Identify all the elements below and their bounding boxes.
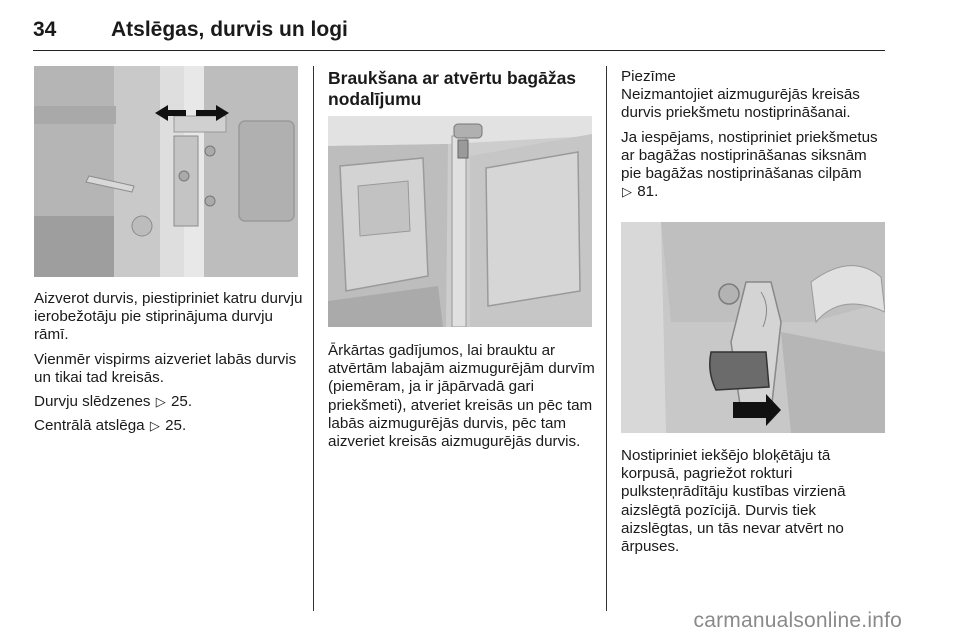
reference-arrow-icon: ▷: [155, 394, 166, 410]
paragraph: [34, 417, 304, 435]
paragraph: Vienmēr vispirms aizveriet labās durvis un tikai tad kreisās.: [34, 350, 297, 386]
reference-arrow-icon: ▷: [149, 418, 160, 434]
column-divider: [606, 66, 607, 611]
page-number: 34: [33, 18, 57, 41]
paragraph: Nostipriniet iekšējo bloķētāju tā korpusā, pagriežot rokturi pulksteņrādītāju kustības virzienā aizslēgtā pozīcijā. Durvis tiek aizslēgtas, un tās nevar atvērt no ārpuses.: [621, 447, 846, 556]
door-locks-label: Durvju slēdzenes: [34, 393, 151, 411]
column-1-text: [34, 290, 304, 441]
column-2-text: [328, 342, 598, 457]
page-reference: 81.: [637, 183, 659, 201]
reference-arrow-icon: ▷: [622, 184, 632, 200]
page-title: Atslēgas, durvis un logi: [111, 18, 348, 41]
child-lock-illustration: [621, 222, 885, 433]
paragraph: Aizverot durvis, piestipriniet katru durvju ierobežotāju pie stiprinājuma durvju rāmī.: [34, 290, 303, 344]
section-heading: Braukšana ar atvērtu bagāžas nodalījumu: [328, 68, 577, 109]
door-check-illustration: [34, 66, 298, 277]
page-header: [33, 18, 885, 51]
note-block: [621, 68, 887, 207]
note-paragraph: [621, 129, 887, 202]
note-text: Ja iespējams, nostipriniet priekšmetus ar bagāžas nostiprināšanas siksnām pie bagāžas nostiprināšanas cilpām: [621, 128, 878, 183]
watermark: carmanualsonline.info: [693, 609, 902, 632]
central-locking-label: Centrālā atslēga: [34, 417, 145, 435]
open-rear-door-illustration: [328, 116, 592, 327]
page-reference: 25.: [165, 417, 187, 435]
note-label: Piezīme: [621, 68, 676, 85]
paragraph: Ārkārtas gadījumos, lai brauktu ar atvērtām labajām aizmugurējām durvīm (piemēram, ja ir jāpārvadā gari priekšmeti), atveriet kreisās un pēc tam labās aizmugurējās durvis, pēc tam aizveriet kreisās aizmugurējās durvis.: [328, 342, 595, 451]
note-paragraph: Neizmantojiet aizmugurējās kreisās durvis priekšmetu nostiprināšanai.: [621, 86, 860, 122]
page-reference: 25.: [170, 393, 193, 411]
paragraph: [34, 393, 304, 411]
column-divider: [313, 66, 314, 611]
column-3-text: [621, 447, 887, 562]
